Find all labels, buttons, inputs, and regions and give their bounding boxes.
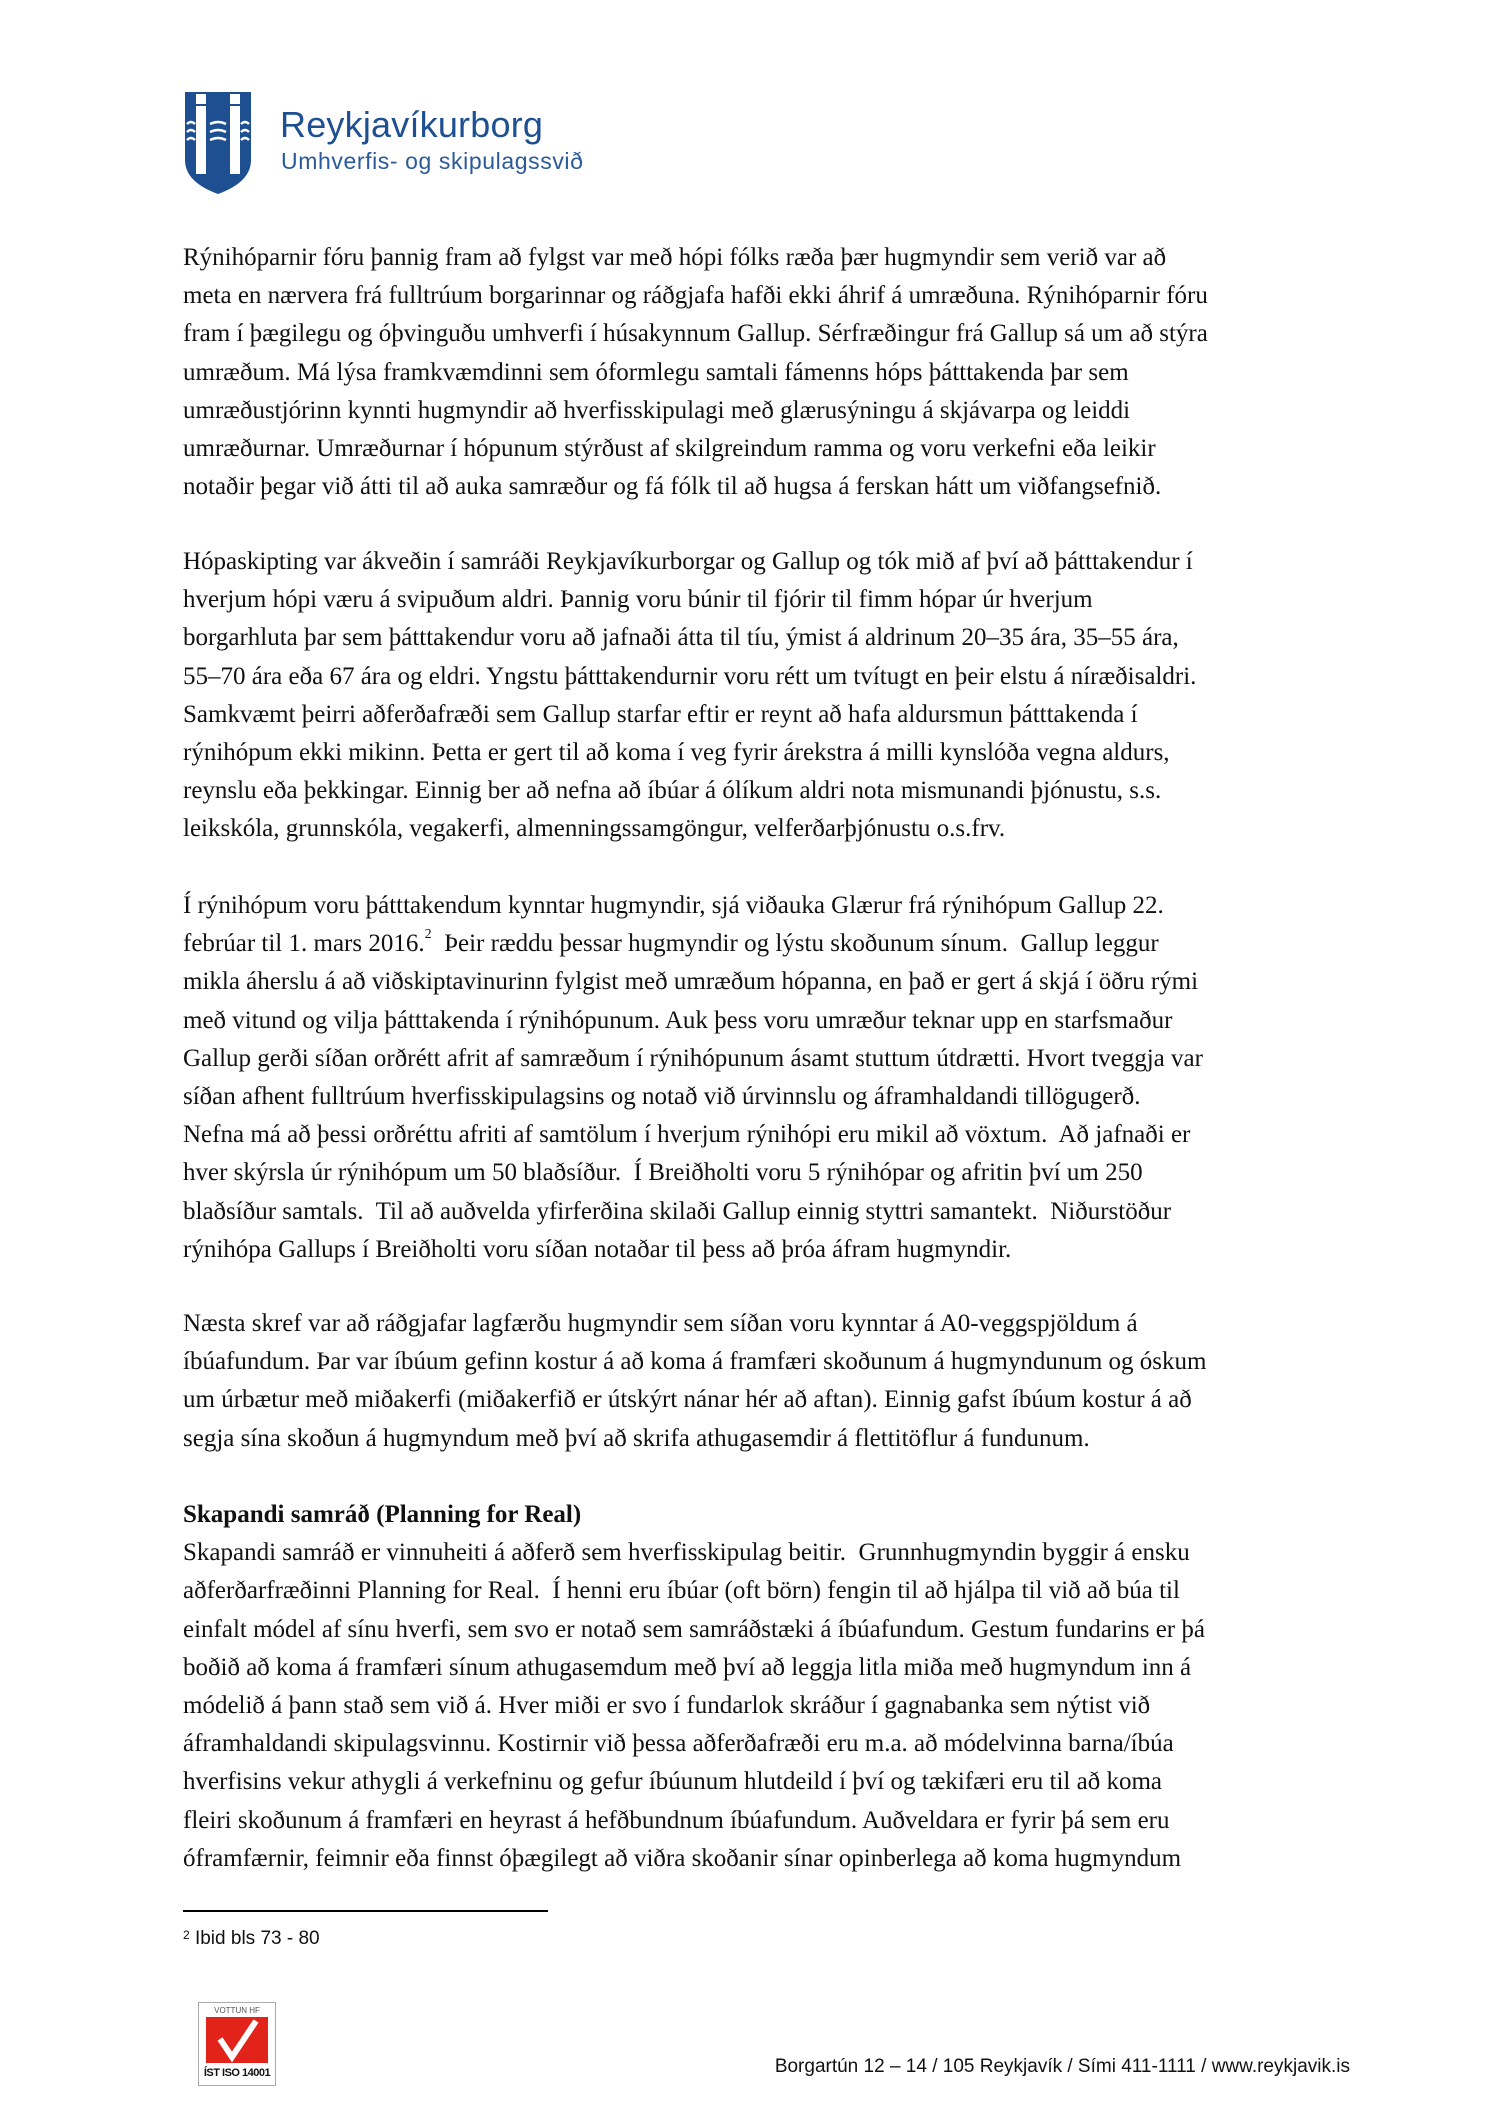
text-line: fram í þægilegu og óþvinguðu umhverfi í húsakynnum Gallup. Sérfræðingur frá Gallup sá um að stýra — [183, 320, 1208, 348]
text-line: reynslu eða þekkingar. Einnig ber að nefna að íbúar á ólíkum aldri nota mismunandi þjónustu, s.s. — [183, 777, 1162, 805]
text-line: notaðir þegar við átti til að auka samræður og fá fólk til að hugsa á ferskan hátt um viðfangsefnið. — [183, 473, 1162, 501]
checkmark-icon — [206, 2017, 268, 2063]
line-text: febrúar til 1. mars 2016. — [183, 930, 425, 958]
text-line: hverfisins vekur athygli á verkefninu og gefur íbúunum hlutdeild í því og tækifæri eru til að koma — [183, 1768, 1162, 1796]
text-line: boðið að koma á framfæri sínum athugasemdum með því að leggja litla miða með hugmyndum inn á — [183, 1653, 1192, 1681]
text-line: um úrbætur með miðakerfi (miðakerfið er útskýrt nánar hér að aftan). Einnig gafst íbúum kostur á að — [183, 1386, 1192, 1414]
paragraph-focus-groups — [183, 239, 1208, 506]
department-name: Umhverfis- og skipulagssvið — [281, 148, 584, 174]
section-heading: Skapandi samráð (Planning for Real) — [183, 1501, 582, 1528]
text-line: Rýnihóparnir fóru þannig fram að fylgst var með hópi fólks ræða þær hugmyndir sem verið var að — [183, 244, 1167, 271]
paragraph-resident-meetings — [183, 1305, 1206, 1458]
organization-name: Reykjavíkurborg — [280, 104, 544, 145]
text-line: rýnihópa Gallups í Breiðholti voru síðan notaðar til þess að þróa áfram hugmyndir. — [183, 1235, 1012, 1263]
text-line: Gallup gerði síðan orðrétt afrit af samræðum í rýnihópunum ásamt stuttum útdrætti. Hvort tveggja var — [183, 1044, 1203, 1072]
footnote-reference: 2 — [424, 927, 432, 943]
text-line: umræðum. Má lýsa framkvæmdinni sem óformlegu samtali fámenns hóps þátttakenda þar sem — [183, 358, 1129, 386]
text-line: með vitund og vilja þátttakenda í rýnihópunum. Auk þess voru umræður teknar upp en starfsmaður — [183, 1006, 1173, 1034]
iso-badge-top-text: VOTTUN HF — [214, 2006, 260, 2015]
footnote-number: 2 — [183, 1928, 190, 1942]
text-line: meta en nærvera frá fulltrúum borgarinnar og ráðgjafa hafði ekki áhrif á umræðuna. Rýnihóparnir fóru — [183, 282, 1208, 310]
text-line: síðan afhent fulltrúum hverfisskipulagsins og notað við úrvinnslu og áframhaldandi tillögugerð. — [183, 1083, 1141, 1111]
text-line: módelið á þann stað sem við á. Hver miði er svo í fundarlok skráður í gagnabanka sem nýtist við — [183, 1692, 1151, 1720]
text-line: leikskóla, grunnskóla, vegakerfi, almenningssamgöngur, velferðarþjónustu o.s.frv. — [183, 815, 1006, 843]
text-line: hverjum hópi væru á svipuðum aldri. Þannig voru búnir til fjórir til fimm hópar úr hverjum — [183, 586, 1093, 614]
text-line: umræðustjórinn kynnti hugmyndir að hverfisskipulagi með glærusýningu á skjávarpa og leiddi — [183, 396, 1131, 424]
text-line: borgarhluta þar sem þátttakendur voru að jafnaði átta til tíu, ýmist á aldrinum 20–35 ára, 35–55 ára, — [183, 624, 1179, 652]
section-planning-for-real — [183, 1496, 1205, 1878]
text-line: fleiri skoðunum á framfæri en heyrast á hefðbundnum íbúafundum. Auðveldara er fyrir þá sem eru — [183, 1806, 1170, 1834]
text-line: umræðurnar. Umræðurnar í hópunum stýrðust af skilgreindum ramma og voru verkefni eða leikir — [183, 435, 1156, 463]
text-line: einfalt módel af sínu hverfi, sem svo er notað sem samráðstæki á íbúafundum. Gestum fundarins er þá — [183, 1615, 1205, 1643]
text-line: hver skýrsla úr rýnihópum um 50 blaðsíður. Í Breiðholti voru 5 rýnihópar og afritin því um 250 — [183, 1159, 1143, 1187]
text-line: áframhaldandi skipulagsvinnu. Kostirnir við þessa aðferðafræði eru m.a. að módelvinna barna/íbúa — [183, 1730, 1174, 1758]
text-line: rýnihópum ekki mikinn. Þetta er gert til að koma í veg fyrir árekstra á milli kynslóða vegna aldurs, — [183, 739, 1170, 767]
iso-14001-certification-badge — [198, 2002, 276, 2086]
text-line: aðferðarfræðinni Planning for Real. Í henni eru íbúar (oft börn) fengin til að hjálpa til við að búa til — [183, 1577, 1180, 1605]
text-line: óframfærnir, feimnir eða finnst óþægilegt að viðra skoðanir sínar opinberlega að koma hugmyndum — [183, 1844, 1182, 1872]
iso-badge-bottom-text: ÍST ISO 14001 — [203, 2067, 271, 2079]
paragraph-gallup-presentation — [183, 887, 1203, 1269]
footer-address: Borgartún 12 – 14 / 105 Reykjavík / Sími 411-1111 / www.reykjavik.is — [774, 2056, 1350, 2077]
text-line: íbúafundum. Þar var íbúum gefinn kostur á að koma á framfæri skoðunum á hugmyndunum og óskum — [183, 1348, 1207, 1376]
text-line: Samkvæmt þeirri aðferðafræði sem Gallup starfar eftir er reynt að hafa aldursmun þátttakenda í — [183, 700, 1138, 728]
text-line: mikla áherslu á að viðskiptavinurinn fylgist með umræðum hópanna, en það er gert á skjá í öðru rými — [183, 968, 1199, 996]
line-text: Þeir ræddu þessar hugmyndir og lýstu skoðunum sínum. Gallup leggur — [431, 930, 1159, 958]
footnote — [183, 1928, 320, 1950]
footnote-text: Ibid bls 73 - 80 — [189, 1928, 320, 1949]
text-line: segja sína skoðun á hugmyndum með því að skrifa athugasemdir á flettitöflur á fundunum. — [183, 1424, 1090, 1452]
text-line: Næsta skref var að ráðgjafar lagfærðu hugmyndir sem síðan voru kynntar á A0-veggspjöldum á — [183, 1310, 1138, 1337]
text-line: Í rýnihópum voru þátttakendum kynntar hugmyndir, sjá viðauka Glærur frá rýnihópum Gallup 22. — [183, 892, 1164, 919]
text-line: Nefna má að þessi orðréttu afriti af samtölum í hverjum rýnihópi eru mikil að vöxtum. Að jafnaði er — [183, 1121, 1191, 1149]
text-line: Hópaskipting var ákveðin í samráði Reykjavíkurborgar og Gallup og tók mið af því að þátttakendur í — [183, 548, 1193, 575]
text-line: 55–70 ára eða 67 ára og eldri. Yngstu þátttakendurnir voru rétt um tvítugt en þeir elstu á níræðisaldri. — [183, 662, 1197, 690]
paragraph-group-division — [183, 543, 1196, 849]
text-line — [183, 925, 1203, 963]
reykjavik-coat-of-arms-logo — [183, 90, 253, 196]
text-line: Skapandi samráð er vinnuheiti á aðferð sem hverfisskipulag beitir. Grunnhugmyndin byggir á ensku — [183, 1539, 1190, 1567]
text-line: blaðsíður samtals. Til að auðvelda yfirferðina skilaði Gallup einnig styttri samantekt. Niðurstöður — [183, 1197, 1172, 1225]
footnote-divider — [183, 1910, 548, 1912]
